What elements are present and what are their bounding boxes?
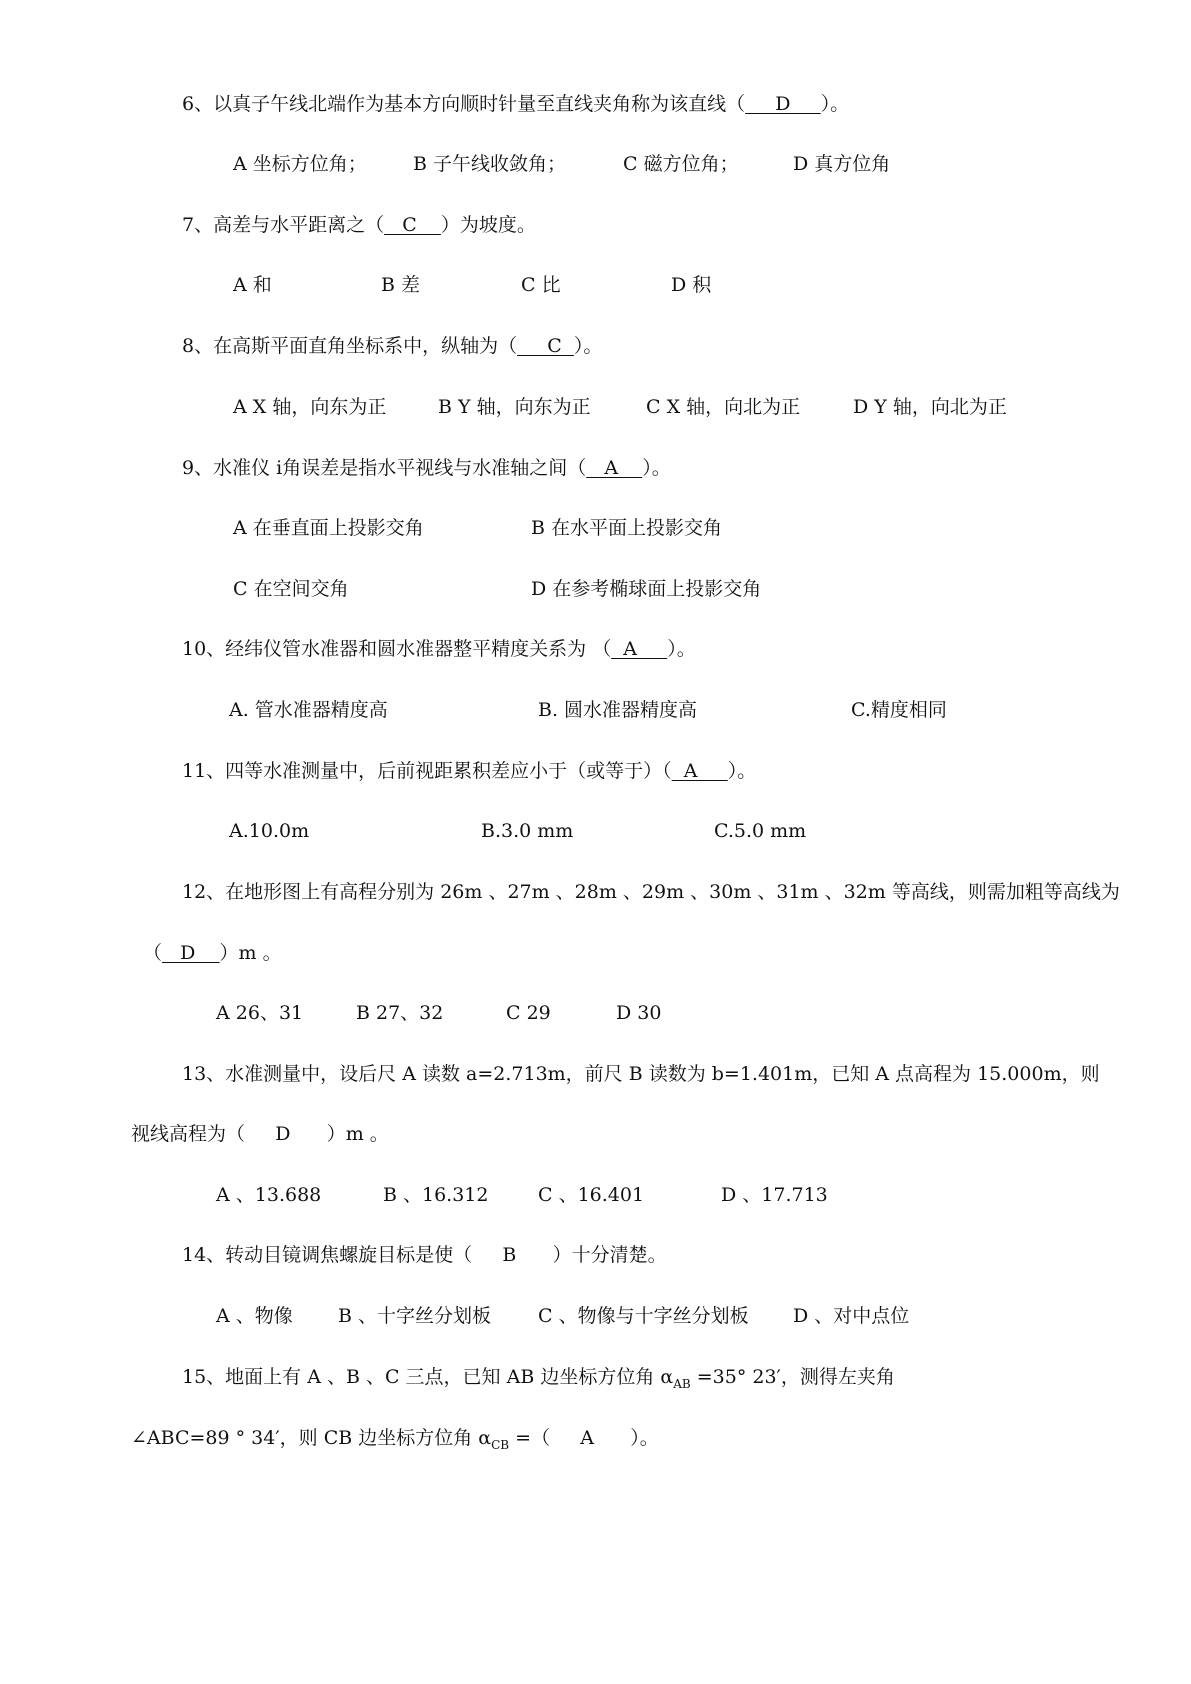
answer-blank: D bbox=[245, 1123, 327, 1145]
question-stem-text: 13、水准测量中，设后尺 A 读数 a=2.713m，前尺 B 读数为 b=1.401m，已知 A 点高程为 15.000m，则 bbox=[182, 1063, 1100, 1085]
question-stem-text: ）。 bbox=[727, 760, 757, 782]
question-stem-text: 视线高程为（ bbox=[131, 1123, 246, 1145]
question-stem-text: 15、地面上有 A 、B 、C 三点，已知 AB 边坐标方位角 α bbox=[182, 1366, 674, 1388]
option-d: D 在参考椭球面上投影交角 bbox=[531, 578, 762, 600]
question-stem-text: （ bbox=[143, 942, 163, 964]
option-d: D 、17.713 bbox=[721, 1184, 828, 1206]
question-13-stem-line2 bbox=[131, 1122, 389, 1146]
question-stem-text: 6、以真子午线北端作为基本方向顺时针量至直线夹角称为该直线（ bbox=[182, 93, 746, 115]
option-d: D 30 bbox=[616, 1002, 662, 1024]
question-stem-text: =（ bbox=[509, 1427, 551, 1449]
option-a: A. 管水准器精度高 bbox=[229, 699, 388, 721]
question-stem-text: ）。 bbox=[642, 457, 671, 479]
question-15-stem-line2 bbox=[131, 1426, 659, 1457]
question-10-stem bbox=[182, 637, 696, 661]
option-b: B 、16.312 bbox=[383, 1184, 489, 1206]
question-stem-text: ）。 bbox=[573, 335, 603, 357]
question-9-stem bbox=[182, 456, 671, 480]
option-d: D Y 轴，向北为正 bbox=[853, 396, 1007, 418]
option-c: C 29 bbox=[506, 1002, 551, 1024]
answer-blank: A bbox=[611, 638, 668, 660]
question-stem-text: ）。 bbox=[630, 1427, 659, 1449]
option-b: B 、十字丝分划板 bbox=[338, 1305, 492, 1327]
answer-blank: D bbox=[745, 93, 821, 115]
option-b: B 差 bbox=[381, 274, 421, 296]
question-stem-text: 8、在高斯平面直角坐标系中，纵轴为（ bbox=[182, 335, 518, 357]
option-b: B 子午线收敛角； bbox=[413, 153, 567, 175]
option-a: A X 轴，向东为正 bbox=[233, 396, 387, 418]
option-a: A 、13.688 bbox=[216, 1184, 322, 1206]
answer-blank: C bbox=[384, 214, 441, 236]
question-stem-text: 7、高差与水平距离之（ bbox=[182, 214, 385, 236]
answer-blank: A bbox=[586, 457, 643, 479]
option-c: C X 轴，向北为正 bbox=[646, 396, 801, 418]
option-a: A 和 bbox=[233, 274, 272, 296]
option-c: C.5.0 mm bbox=[714, 820, 807, 842]
option-a: A.10.0m bbox=[229, 820, 310, 842]
subscript: AB bbox=[673, 1376, 691, 1391]
answer-blank: B bbox=[472, 1244, 553, 1266]
answer-blank: A bbox=[671, 760, 728, 782]
option-c: C.精度相同 bbox=[851, 699, 947, 721]
option-c: C 在空间交角 bbox=[233, 578, 349, 600]
option-b: B.3.0 mm bbox=[481, 820, 574, 842]
option-a: A 、物像 bbox=[216, 1305, 293, 1327]
option-d: D 、对中点位 bbox=[793, 1305, 910, 1327]
option-d: D 积 bbox=[671, 274, 712, 296]
question-stem-text: ）m 。 bbox=[326, 1123, 389, 1145]
question-12-stem-line2 bbox=[143, 941, 282, 965]
question-6-stem bbox=[182, 92, 849, 116]
question-15-stem-line1 bbox=[182, 1365, 895, 1396]
question-stem-text: ）。 bbox=[820, 93, 850, 115]
option-a: A 26、31 bbox=[216, 1002, 304, 1024]
option-c: C 磁方位角； bbox=[623, 153, 739, 175]
option-c: C 比 bbox=[521, 274, 561, 296]
question-stem-text: =35° 23′，测得左夹角 bbox=[690, 1366, 895, 1388]
option-c: C 、16.401 bbox=[538, 1184, 645, 1206]
question-14-stem bbox=[182, 1243, 667, 1267]
question-stem-text: 9、水准仪 i角误差是指水平视线与水准轴之间（ bbox=[182, 457, 587, 479]
question-stem-text: 12、在地形图上有高程分别为 26m 、27m 、28m 、29m 、30m 、31m 、32m 等高线，则需加粗等高线为 bbox=[182, 881, 1120, 903]
subscript: CB bbox=[491, 1437, 510, 1452]
option-a: A 坐标方位角； bbox=[233, 153, 367, 175]
question-stem-text: ）。 bbox=[667, 638, 696, 660]
question-12-stem-line1 bbox=[182, 880, 1120, 904]
answer-blank: A bbox=[550, 1427, 631, 1449]
answer-blank: D bbox=[162, 942, 220, 964]
question-stem-text: ）十分清楚。 bbox=[552, 1244, 667, 1266]
question-stem-text: 11、四等水准测量中，后前视距累积差应小于（或等于）（ bbox=[182, 760, 672, 782]
option-b: B 在水平面上投影交角 bbox=[531, 517, 723, 539]
option-a: A 在垂直面上投影交角 bbox=[233, 517, 424, 539]
option-b: B. 圆水准器精度高 bbox=[538, 699, 698, 721]
question-7-stem bbox=[182, 213, 536, 237]
question-stem-text: 10、经纬仪管水准器和圆水准器整平精度关系为 （ bbox=[182, 638, 612, 660]
question-11-stem bbox=[182, 759, 756, 783]
question-stem-text: ∠ABC=89 ° 34′，则 CB 边坐标方位角 α bbox=[131, 1427, 492, 1449]
question-stem-text: 14、转动目镜调焦螺旋目标是使（ bbox=[182, 1244, 473, 1266]
option-b: B Y 轴，向东为正 bbox=[438, 396, 591, 418]
question-stem-text: ）m 。 bbox=[219, 942, 282, 964]
option-b: B 27、32 bbox=[356, 1002, 444, 1024]
answer-blank: C bbox=[517, 335, 574, 357]
question-13-stem-line1 bbox=[182, 1062, 1100, 1086]
question-8-stem bbox=[182, 334, 602, 358]
option-c: C 、物像与十字丝分划板 bbox=[538, 1305, 749, 1327]
question-stem-text: ）为坡度。 bbox=[440, 214, 536, 236]
option-d: D 真方位角 bbox=[793, 153, 891, 175]
